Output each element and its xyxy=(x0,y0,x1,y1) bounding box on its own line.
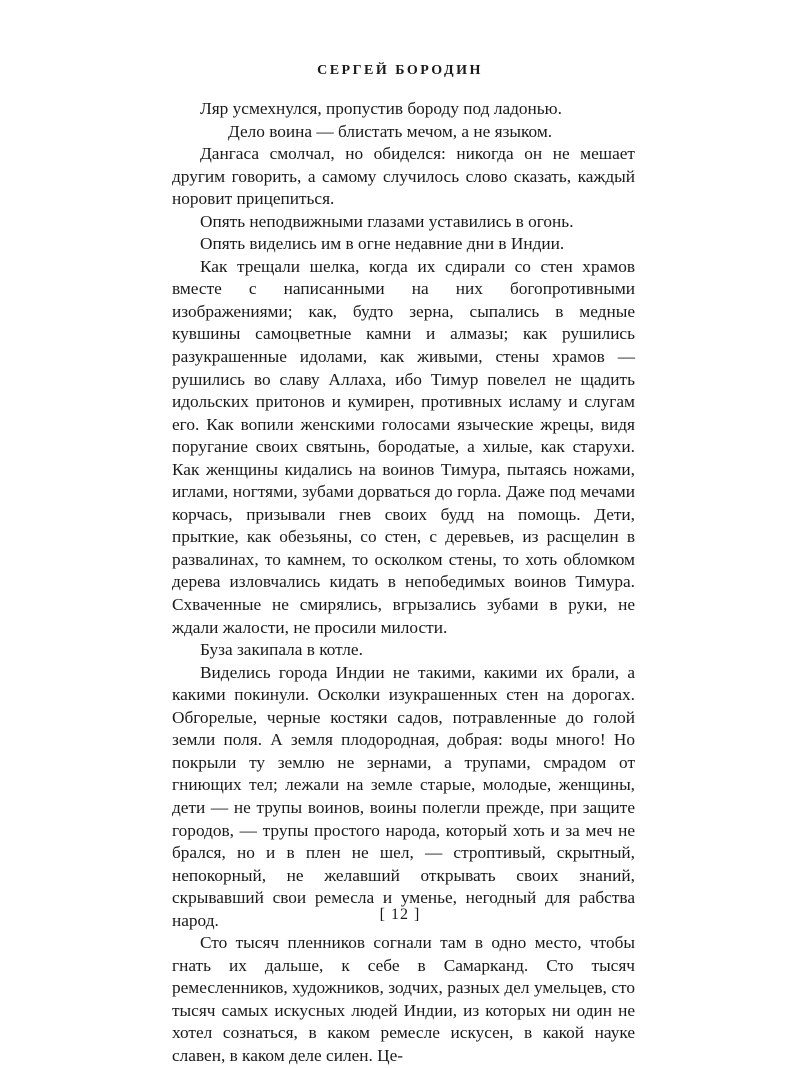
running-head: СЕРГЕЙ БОРОДИН xyxy=(317,63,483,78)
paragraph: Дангаса смолчал, но обиделся: никогда он не мешает другим говорить, а самому случилось слово сказать, каждый норовит прицепиться. xyxy=(172,144,635,209)
paragraph: Сто тысяч пленников согнали там в одно место, чтобы гнать их дальше, к себе в Самарканд. Сто тысяч ремесленников, художников, зодчих, разных дел умельцев, сто тысяч самых искусных людей Индии, из которых ни один не хотел сознаться, в каком ремесле искусен, в какой науке славен, в каком деле силен. Це- xyxy=(172,933,635,1065)
paragraph: Опять виделись им в огне недавние дни в Индии. xyxy=(200,234,565,254)
paragraph: Виделись города Индии не такими, какими их брали, а какими покинули. Осколки изукрашенных стен на дорогах. Обгорелые, черные костяки садов, потравленные до голой земли поля. А земля плодородная, добрая: воды много! Но покрыли ту землю не зернами, а трупами, смрадом от гниющих тел; лежали на земле старые, молодые, женщины, дети — не трупы воинов, воины полегли прежде, при защите городов, — трупы простого народа, который хоть и за меч не брался, но и в плен не шел, — строптивый, скрытный, непокорный, не желавший открывать своих знаний, скрывавший свои ремесла и уменье, негодный для рабства народ. xyxy=(172,662,635,930)
paragraph: Ляр усмехнулся, пропустив бороду под ладонью. xyxy=(200,99,562,118)
paragraph: Опять неподвижными глазами уставились в огонь. xyxy=(200,211,574,231)
paragraph: Буза закипала в котле. xyxy=(200,640,363,660)
paragraph: Дело воина — блистать мечом, а не языком. xyxy=(228,121,553,141)
page-number: [ 12 ] xyxy=(379,906,421,923)
paragraph: Как трещали шелка, когда их сдирали со стен храмов вместе с написанными на них богопротивными изображениями; как, будто зерна, сыпались в медные кувшины самоцветные камни и алмазы; как рушились разукрашенные идолами, как живыми, стены храмов — рушились во славу Аллаха, ибо Тимур повелел не щадить идольских притонов и кумирен, противных исламу и слугам его. Как вопили женскими голосами языческие жрецы, видя поругание своих святынь, бородатые, а хилые, как старухи. Как женщины кидались на воинов Тимура, пытаясь ножами, иглами, ногтями, зубами дорваться до горла. Даже под мечами корчась, призывали гнев своих будд на помощь. Дети, прыткие, как обезьяны, со стен, с деревьев, из расщелин в развалинах, то камнем, то осколком стены, то хоть обломком дерева изловчались кидать в непобедимых воинов Тимура. Схваченные не смирялись, вгрызались зубами в руки, не ждали жалости, не просили милости. xyxy=(172,256,635,637)
